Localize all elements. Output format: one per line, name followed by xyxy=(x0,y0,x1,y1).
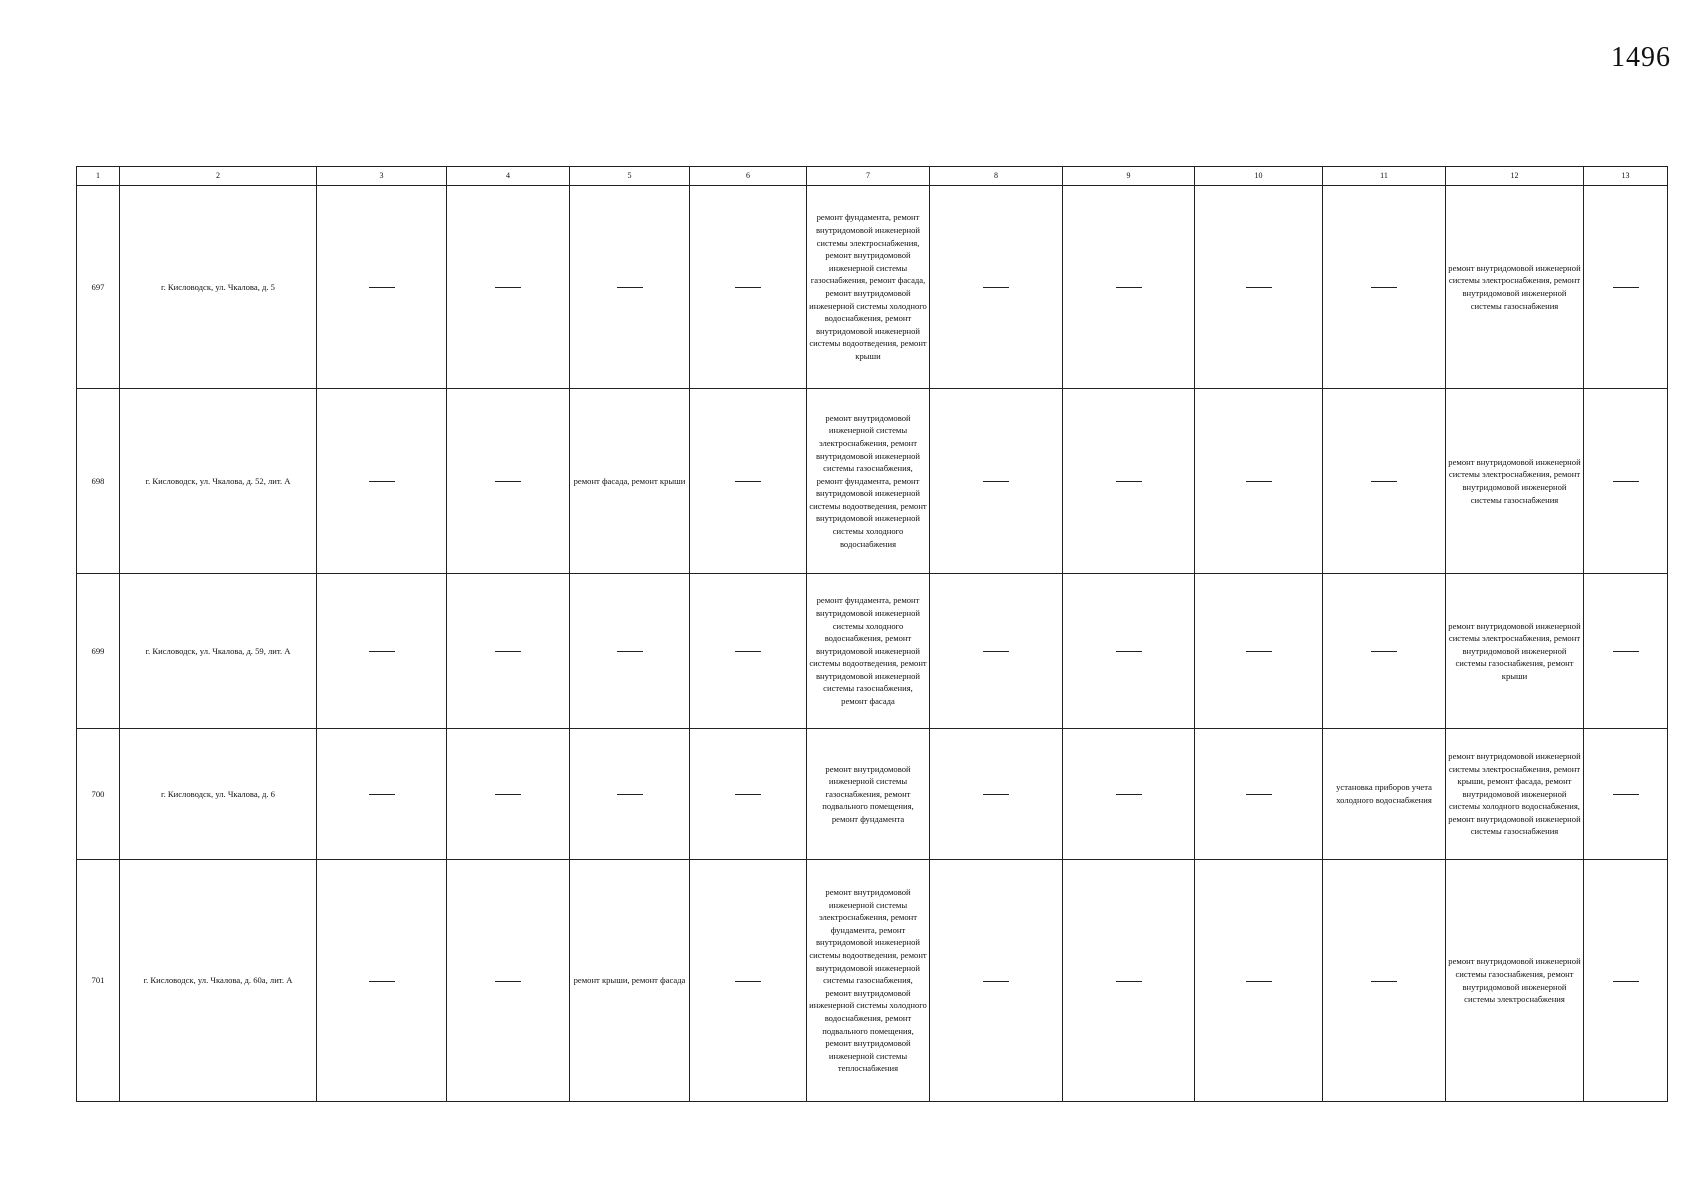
empty-dash xyxy=(1613,794,1639,795)
address-cell xyxy=(120,389,317,574)
cell-col-4 xyxy=(447,574,570,729)
cell-col-12 xyxy=(1446,729,1584,860)
column-header: 13 xyxy=(1584,167,1668,186)
column-header: 7 xyxy=(807,167,930,186)
cell-col-3 xyxy=(317,389,447,574)
empty-dash xyxy=(983,981,1009,982)
cell-col-8 xyxy=(930,860,1063,1102)
empty-dash xyxy=(369,287,395,288)
cell-col-11 xyxy=(1323,389,1446,574)
empty-dash xyxy=(1371,481,1397,482)
cell-col-8 xyxy=(930,729,1063,860)
column-header: 6 xyxy=(690,167,807,186)
cell-col-13 xyxy=(1584,186,1668,389)
cell-col-9 xyxy=(1063,186,1195,389)
cell-col-8 xyxy=(930,574,1063,729)
empty-dash xyxy=(735,287,761,288)
cell-col-10 xyxy=(1195,389,1323,574)
cell-col-3 xyxy=(317,860,447,1102)
address-text: г. Кисловодск, ул. Чкалова, д. 52, лит. А xyxy=(145,475,291,486)
cell-col-8 xyxy=(930,186,1063,389)
cell-col-4 xyxy=(447,860,570,1102)
cell-col-11 xyxy=(1323,574,1446,729)
table-row xyxy=(77,574,1668,729)
address-cell xyxy=(120,574,317,729)
works-text: ремонт внутридомовой инженерной системы газоснабжения, ремонт внутридомовой инженерной системы электроснабжения xyxy=(1448,956,1581,1005)
cell-col-6 xyxy=(690,574,807,729)
works-text: ремонт внутридомовой инженерной системы электроснабжения, ремонт крыши, ремонт фасада, ремонт внутридомовой инженерной системы холодного водоснабжения, ремонт внутридомовой инженерной системы газоснабжения xyxy=(1448,750,1581,837)
empty-dash xyxy=(1246,287,1272,288)
table-row xyxy=(77,389,1668,574)
works-text: установка приборов учета холодного водоснабжения xyxy=(1336,782,1432,805)
address-text: г. Кисловодск, ул. Чкалова, д. 5 xyxy=(161,281,275,292)
column-header: 9 xyxy=(1063,167,1195,186)
empty-dash xyxy=(1371,981,1397,982)
column-header: 5 xyxy=(570,167,690,186)
empty-dash xyxy=(495,481,521,482)
empty-dash xyxy=(983,794,1009,795)
cell-col-5 xyxy=(570,389,690,574)
empty-dash xyxy=(983,651,1009,652)
address-text: г. Кисловодск, ул. Чкалова, д. 60а, лит. А xyxy=(143,975,293,986)
cell-col-10 xyxy=(1195,574,1323,729)
empty-dash xyxy=(1613,287,1639,288)
row-number xyxy=(77,186,120,389)
empty-dash xyxy=(1116,981,1142,982)
empty-dash xyxy=(369,981,395,982)
empty-dash xyxy=(1246,481,1272,482)
empty-dash xyxy=(617,794,643,795)
cell-col-12 xyxy=(1446,389,1584,574)
cell-col-7 xyxy=(807,729,930,860)
empty-dash xyxy=(735,481,761,482)
address-cell xyxy=(120,186,317,389)
cell-col-13 xyxy=(1584,574,1668,729)
row-number xyxy=(77,574,120,729)
table-row xyxy=(77,186,1668,389)
column-header: 11 xyxy=(1323,167,1446,186)
empty-dash xyxy=(735,651,761,652)
row-number-text: 700 xyxy=(91,788,105,799)
cell-col-12 xyxy=(1446,860,1584,1102)
works-text: ремонт фасада, ремонт крыши xyxy=(573,475,686,486)
works-text: ремонт внутридомовой инженерной системы электроснабжения, ремонт внутридомовой инженерной системы газоснабжения, ремонт крыши xyxy=(1448,620,1581,681)
column-header: 8 xyxy=(930,167,1063,186)
empty-dash xyxy=(369,481,395,482)
column-header: 12 xyxy=(1446,167,1584,186)
empty-dash xyxy=(983,481,1009,482)
empty-dash xyxy=(1116,794,1142,795)
cell-col-5 xyxy=(570,729,690,860)
cell-col-10 xyxy=(1195,860,1323,1102)
works-text: ремонт внутридомовой инженерной системы газоснабжения, ремонт подвального помещения, ремонт фундамента xyxy=(822,763,914,824)
cell-col-9 xyxy=(1063,574,1195,729)
address-cell xyxy=(120,860,317,1102)
table-body xyxy=(77,186,1668,1102)
cell-col-7 xyxy=(807,860,930,1102)
column-header: 1 xyxy=(77,167,120,186)
cell-col-4 xyxy=(447,729,570,860)
column-header: 2 xyxy=(120,167,317,186)
empty-dash xyxy=(1246,651,1272,652)
works-text: ремонт фундамента, ремонт внутридомовой инженерной системы электроснабжения, ремонт внутридомовой инженерной системы газоснабжения, ремонт фасада, ремонт внутридомовой инженерной системы холодного водоснабжения, ремонт внутридомовой инженерной системы водоотведения, ремонт крыши xyxy=(809,212,927,361)
cell-col-10 xyxy=(1195,729,1323,860)
cell-col-7 xyxy=(807,389,930,574)
column-header: 4 xyxy=(447,167,570,186)
address-text: г. Кисловодск, ул. Чкалова, д. 6 xyxy=(161,788,275,799)
works-text: ремонт внутридомовой инженерной системы электроснабжения, ремонт фундамента, ремонт внутридомовой инженерной системы водоотведения, ремонт внутридомовой инженерной системы газоснабжения, ремонт внутридомовой инженерной системы холодного водоснабжения, ремонт подвального помещения, ремонт внутридомовой инженерной системы теплоснабжения xyxy=(809,887,927,1074)
cell-col-9 xyxy=(1063,729,1195,860)
row-number xyxy=(77,729,120,860)
empty-dash xyxy=(735,981,761,982)
cell-col-3 xyxy=(317,729,447,860)
row-number-text: 698 xyxy=(91,475,105,486)
column-number-row xyxy=(77,167,1668,186)
empty-dash xyxy=(1613,651,1639,652)
cell-col-9 xyxy=(1063,389,1195,574)
works-text: ремонт внутридомовой инженерной системы электроснабжения, ремонт внутридомовой инженерной системы газоснабжения xyxy=(1448,456,1581,505)
empty-dash xyxy=(495,794,521,795)
row-number xyxy=(77,860,120,1102)
cell-col-13 xyxy=(1584,729,1668,860)
table-row xyxy=(77,729,1668,860)
column-header: 10 xyxy=(1195,167,1323,186)
cell-col-12 xyxy=(1446,574,1584,729)
cell-col-3 xyxy=(317,574,447,729)
cell-col-6 xyxy=(690,860,807,1102)
empty-dash xyxy=(1116,651,1142,652)
cell-col-5 xyxy=(570,860,690,1102)
empty-dash xyxy=(1613,481,1639,482)
cell-col-6 xyxy=(690,389,807,574)
empty-dash xyxy=(1116,287,1142,288)
address-cell xyxy=(120,729,317,860)
works-text: ремонт крыши, ремонт фасада xyxy=(573,975,686,986)
column-header: 3 xyxy=(317,167,447,186)
cell-col-8 xyxy=(930,389,1063,574)
cell-col-11 xyxy=(1323,860,1446,1102)
cell-col-11 xyxy=(1323,729,1446,860)
works-text: ремонт фундамента, ремонт внутридомовой инженерной системы холодного водоснабжения, ремонт внутридомовой инженерной системы водоотведения, ремонт внутридомовой инженерной системы газоснабжения, ремонт фасада xyxy=(809,595,927,707)
page-number: 1496 xyxy=(1611,42,1671,73)
row-number-text: 697 xyxy=(91,281,105,292)
cell-col-3 xyxy=(317,186,447,389)
empty-dash xyxy=(1613,981,1639,982)
empty-dash xyxy=(369,794,395,795)
cell-col-12 xyxy=(1446,186,1584,389)
empty-dash xyxy=(735,794,761,795)
empty-dash xyxy=(617,287,643,288)
cell-col-7 xyxy=(807,574,930,729)
row-number-text: 699 xyxy=(91,645,105,656)
empty-dash xyxy=(1246,981,1272,982)
cell-col-4 xyxy=(447,389,570,574)
cell-col-10 xyxy=(1195,186,1323,389)
cell-col-6 xyxy=(690,729,807,860)
empty-dash xyxy=(1371,651,1397,652)
cell-col-6 xyxy=(690,186,807,389)
empty-dash xyxy=(1246,794,1272,795)
empty-dash xyxy=(495,287,521,288)
empty-dash xyxy=(495,651,521,652)
cell-col-13 xyxy=(1584,389,1668,574)
empty-dash xyxy=(617,651,643,652)
cell-col-7 xyxy=(807,186,930,389)
row-number-text: 701 xyxy=(91,975,105,986)
empty-dash xyxy=(1116,481,1142,482)
works-text: ремонт внутридомовой инженерной системы электроснабжения, ремонт внутридомовой инженерной системы газоснабжения, ремонт фундамента, ремонт внутридомовой инженерной системы водоотведения, ремонт внутридомовой инженерной системы холодного водоснабжения xyxy=(809,412,927,549)
row-number xyxy=(77,389,120,574)
empty-dash xyxy=(983,287,1009,288)
cell-col-5 xyxy=(570,574,690,729)
empty-dash xyxy=(1371,287,1397,288)
works-table xyxy=(76,166,1668,1102)
empty-dash xyxy=(495,981,521,982)
cell-col-13 xyxy=(1584,860,1668,1102)
cell-col-9 xyxy=(1063,860,1195,1102)
table-row xyxy=(77,860,1668,1102)
cell-col-4 xyxy=(447,186,570,389)
address-text: г. Кисловодск, ул. Чкалова, д. 59, лит. А xyxy=(145,645,291,656)
cell-col-11 xyxy=(1323,186,1446,389)
cell-col-5 xyxy=(570,186,690,389)
empty-dash xyxy=(369,651,395,652)
works-text: ремонт внутридомовой инженерной системы электроснабжения, ремонт внутридомовой инженерной системы газоснабжения xyxy=(1448,262,1581,311)
